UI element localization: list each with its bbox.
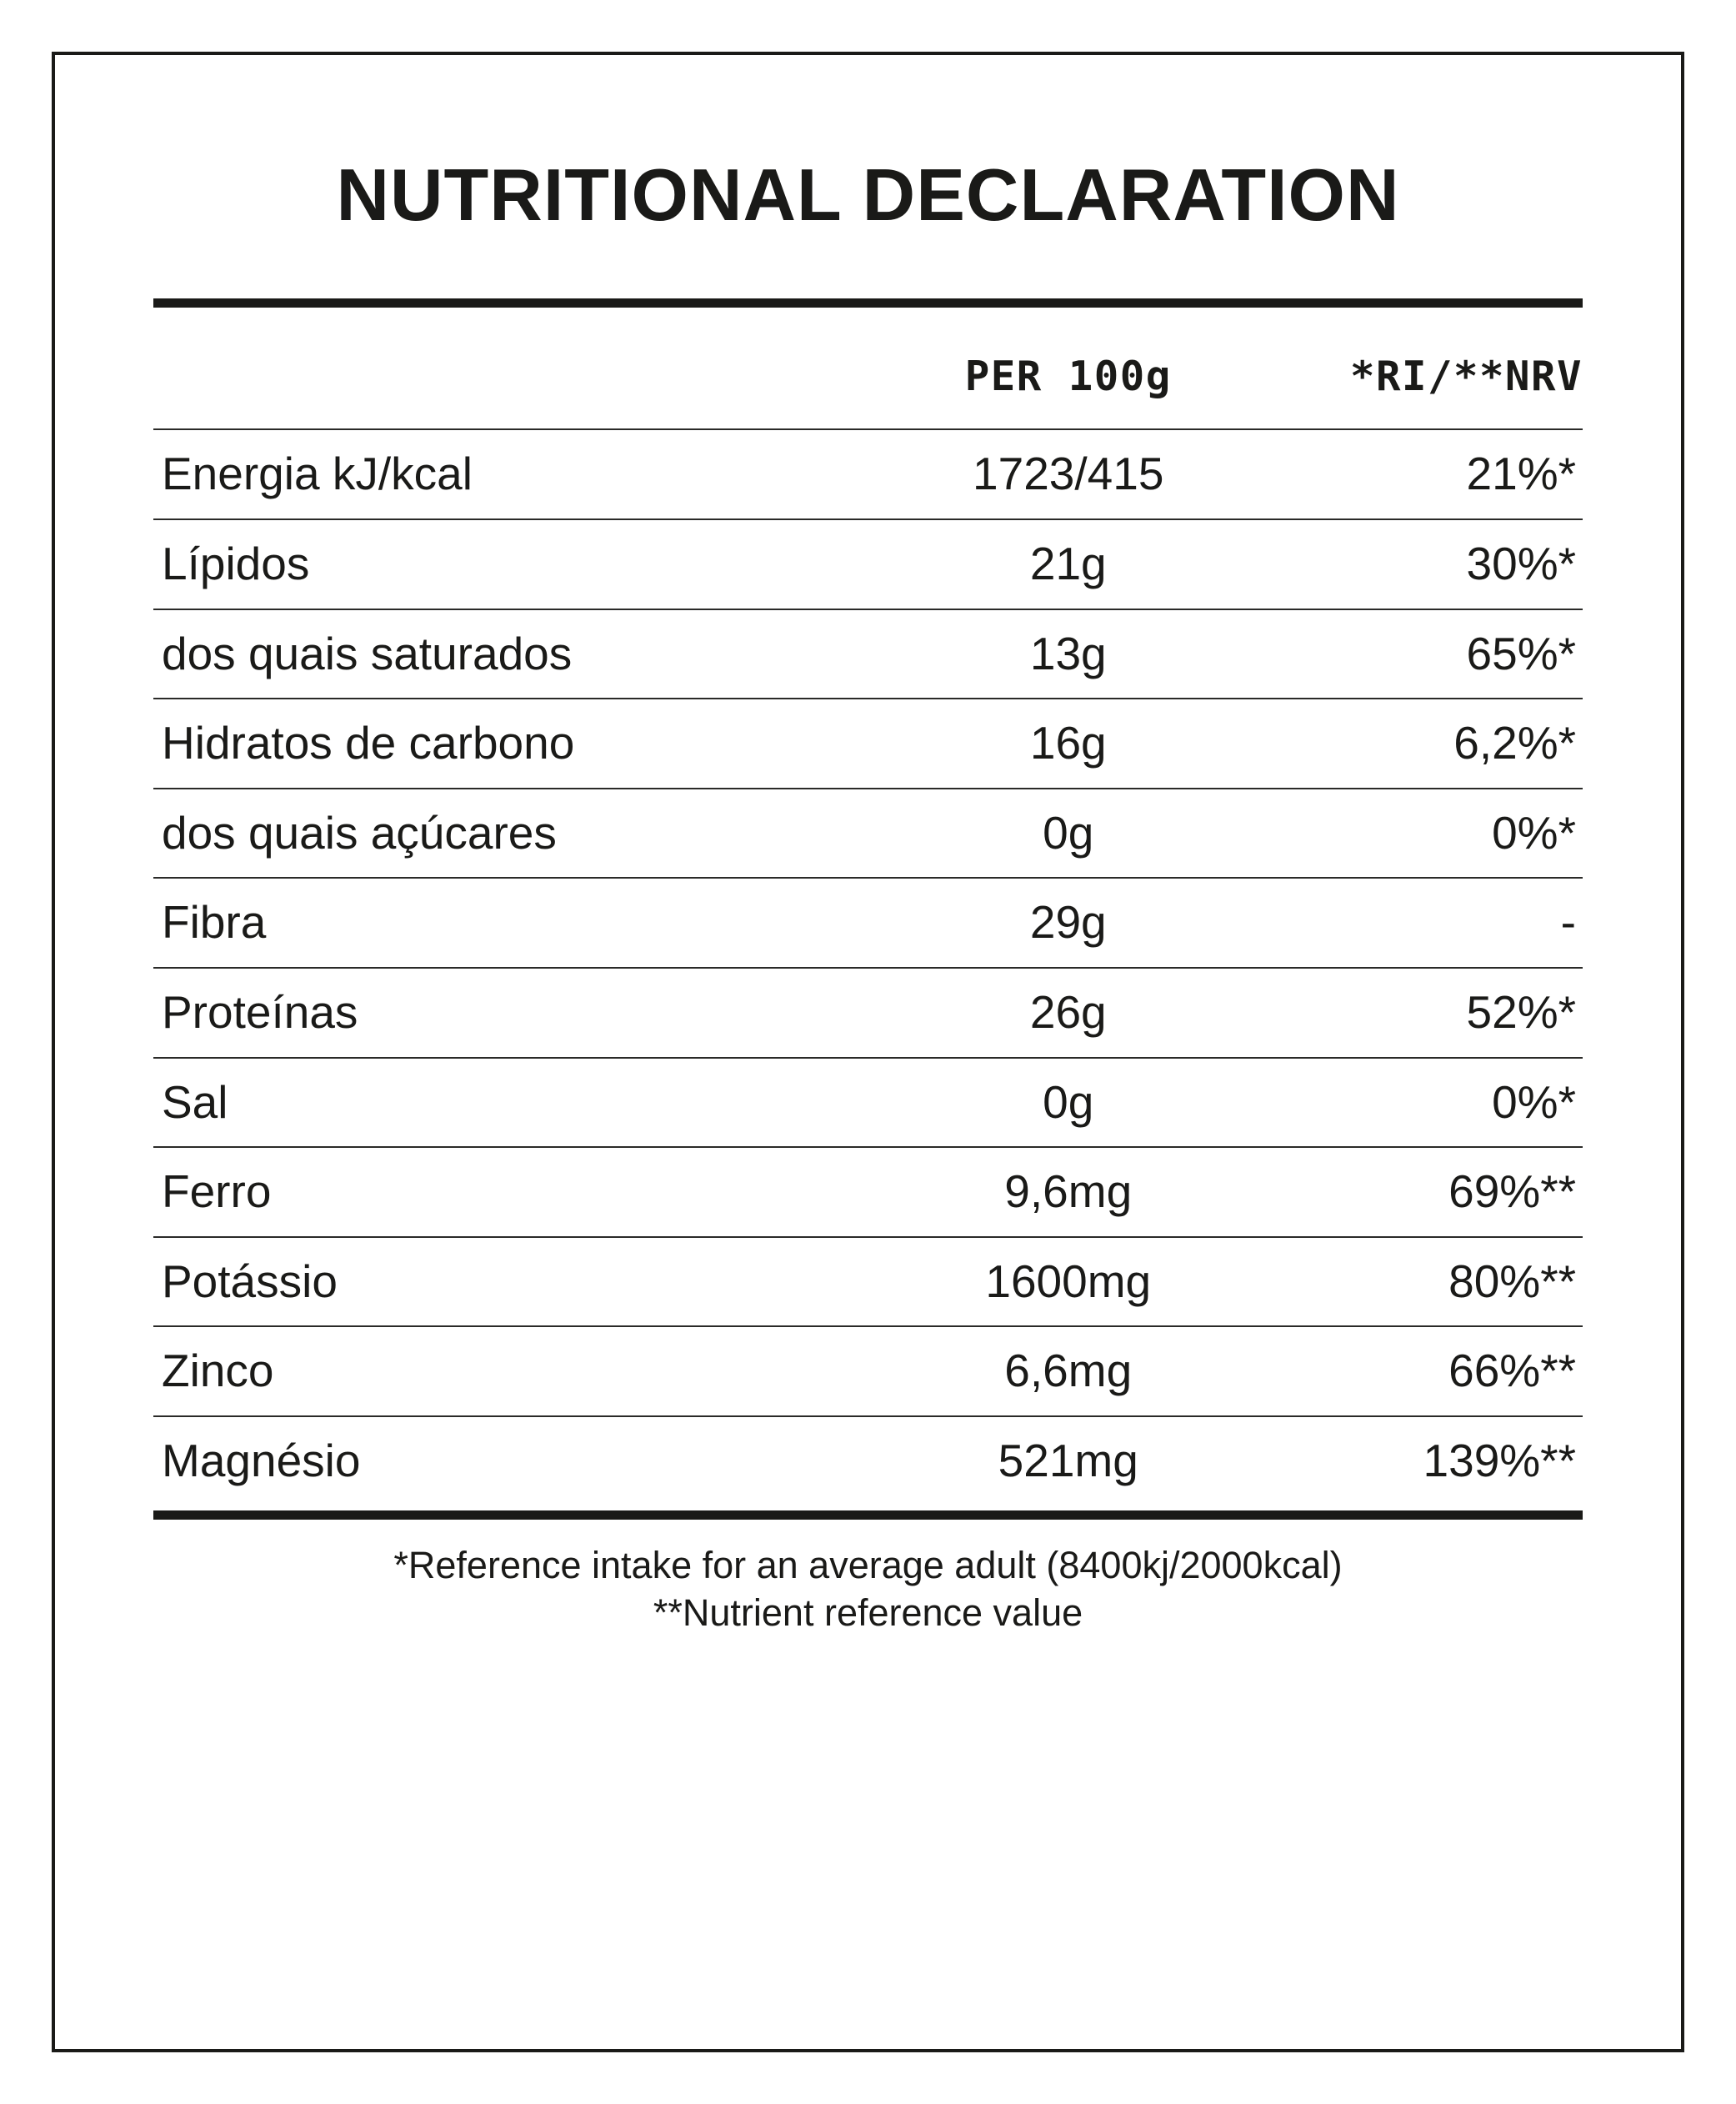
nutrient-name: dos quais açúcares	[153, 789, 897, 879]
nutrient-ri-nrv: 139%**	[1268, 1416, 1583, 1505]
label-frame	[52, 52, 1684, 2052]
nutrient-ri-nrv: 65%*	[1268, 609, 1583, 699]
table-row	[153, 519, 1583, 609]
nutrient-ri-nrv: 30%*	[1268, 519, 1583, 609]
bottom-spacer	[120, 1637, 1616, 2016]
nutrition-table	[153, 308, 1583, 1505]
nutrient-ri-nrv: 0%*	[1268, 789, 1583, 879]
table-header	[153, 308, 1583, 429]
nutrient-per-100g: 29g	[897, 878, 1268, 968]
nutrient-per-100g: 13g	[897, 609, 1268, 699]
table-row	[153, 1147, 1583, 1237]
nutrient-name: Hidratos de carbono	[153, 699, 897, 789]
footer-divider	[153, 1510, 1583, 1520]
nutrient-name: Proteínas	[153, 968, 897, 1058]
nutrient-name: Zinco	[153, 1326, 897, 1416]
page-title: NUTRITIONAL DECLARATION	[336, 153, 1400, 236]
column-header-ri-nrv: *RI/**NRV	[1349, 353, 1583, 401]
table-row	[153, 1237, 1583, 1327]
footnotes	[153, 1541, 1583, 1637]
nutrient-ri-nrv: -	[1268, 878, 1583, 968]
nutrient-ri-nrv: 80%**	[1268, 1237, 1583, 1327]
table-row	[153, 1058, 1583, 1148]
nutrient-name: Lípidos	[153, 519, 897, 609]
nutrient-per-100g: 1600mg	[897, 1237, 1268, 1327]
table-body	[153, 429, 1583, 1505]
nutrient-per-100g: 16g	[897, 699, 1268, 789]
nutrient-per-100g: 9,6mg	[897, 1147, 1268, 1237]
nutrient-name: Sal	[153, 1058, 897, 1148]
nutrient-ri-nrv: 6,2%*	[1268, 699, 1583, 789]
nutrient-per-100g: 521mg	[897, 1416, 1268, 1505]
nutrient-ri-nrv: 21%*	[1268, 429, 1583, 519]
nutrient-name: dos quais saturados	[153, 609, 897, 699]
table-header-row	[153, 308, 1583, 429]
nutrient-per-100g: 1723/415	[897, 429, 1268, 519]
nutrient-per-100g: 6,6mg	[897, 1326, 1268, 1416]
table-row	[153, 968, 1583, 1058]
nutrient-ri-nrv: 52%*	[1268, 968, 1583, 1058]
table-row	[153, 878, 1583, 968]
table-row	[153, 1326, 1583, 1416]
column-header-per-100g: PER 100g	[964, 353, 1172, 401]
table-row	[153, 1416, 1583, 1505]
nutrient-name: Ferro	[153, 1147, 897, 1237]
nutrient-name: Fibra	[153, 878, 897, 968]
table-row	[153, 789, 1583, 879]
nutrient-per-100g: 21g	[897, 519, 1268, 609]
table-row	[153, 429, 1583, 519]
nutrient-name: Magnésio	[153, 1416, 897, 1505]
nutrient-per-100g: 0g	[897, 789, 1268, 879]
nutrient-per-100g: 0g	[897, 1058, 1268, 1148]
nutrient-ri-nrv: 69%**	[1268, 1147, 1583, 1237]
footnote-reference-intake: *Reference intake for an average adult (8400kj/2000kcal)	[393, 1543, 1343, 1586]
header-divider	[153, 298, 1583, 308]
table-row	[153, 609, 1583, 699]
footnote-nutrient-reference-value: **Nutrient reference value	[653, 1591, 1083, 1635]
nutrient-ri-nrv: 0%*	[1268, 1058, 1583, 1148]
nutrient-per-100g: 26g	[897, 968, 1268, 1058]
column-header-nutrient	[153, 308, 897, 429]
nutrient-ri-nrv: 66%**	[1268, 1326, 1583, 1416]
nutrient-name: Energia kJ/kcal	[153, 429, 897, 519]
nutrient-name: Potássio	[153, 1237, 897, 1327]
table-row	[153, 699, 1583, 789]
